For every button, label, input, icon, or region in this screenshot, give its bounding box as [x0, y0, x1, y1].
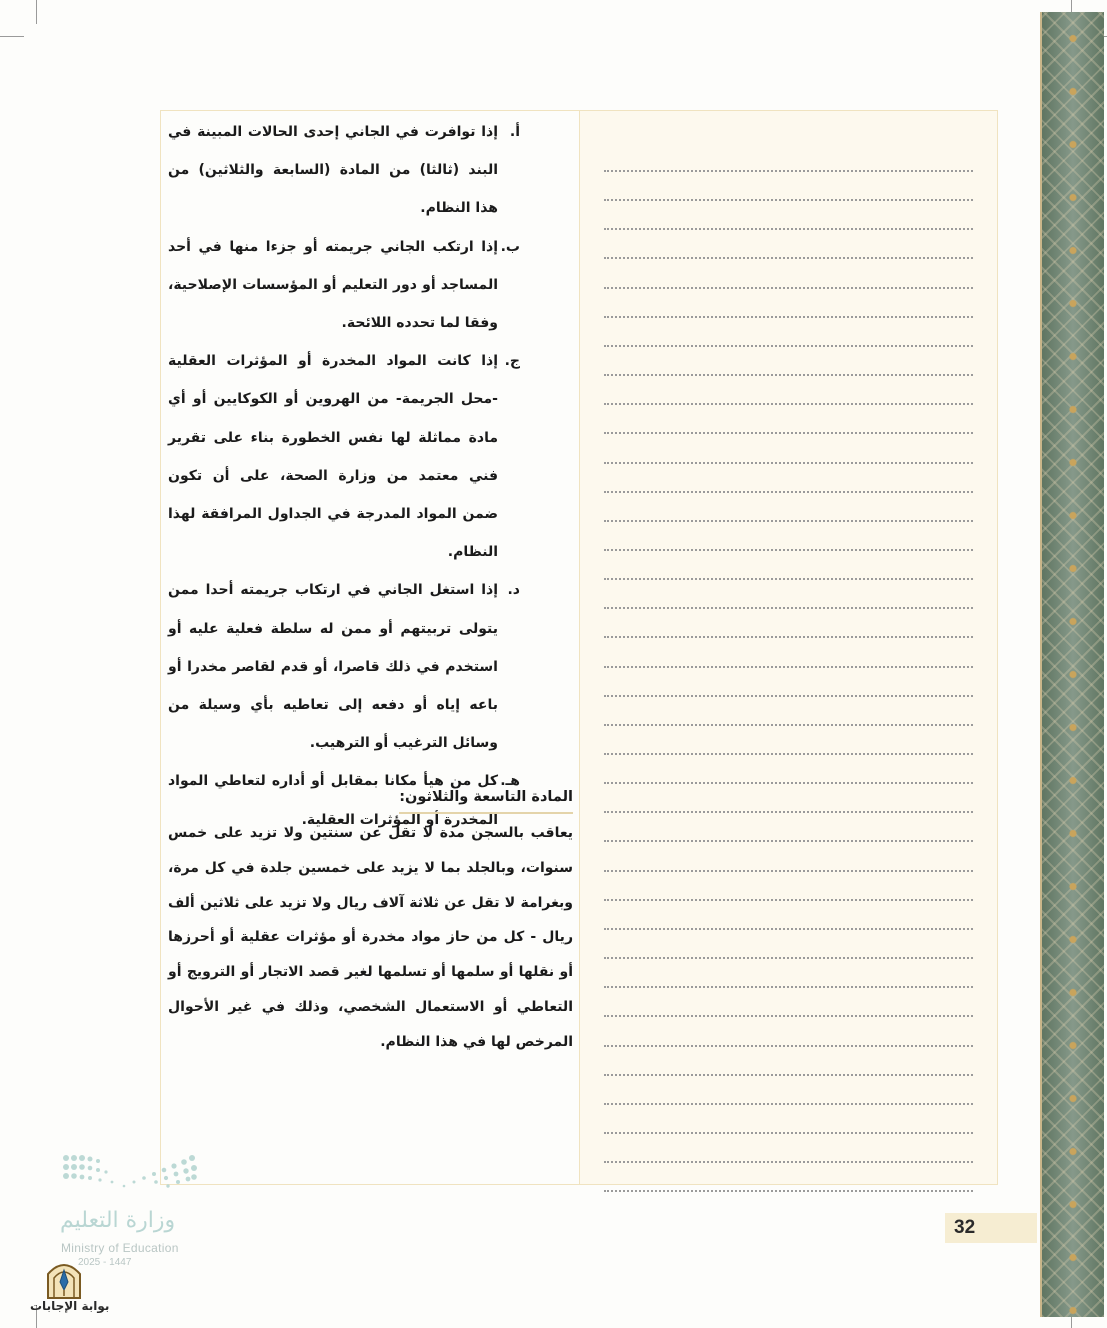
notes-line — [604, 257, 973, 259]
list-item — [168, 571, 520, 762]
notes-line — [604, 840, 973, 842]
notes-line — [604, 1190, 973, 1192]
notes-line — [604, 578, 973, 580]
notes-line — [604, 199, 973, 201]
ministry-year: 2025 - 1447 — [78, 1257, 132, 1268]
list-item — [168, 342, 520, 571]
notes-line — [604, 287, 973, 289]
notes-line — [604, 403, 973, 405]
item-text: إذا ارتكب الجاني جريمته أو جزءا منها في أحد المساجد أو دور التعليم أو المؤسسات الإصلاحية، وفقا لما تحدده اللائحة. — [168, 238, 498, 332]
notes-line — [604, 316, 973, 318]
notes-line — [604, 1103, 973, 1105]
list-item — [168, 113, 520, 228]
notes-line — [604, 520, 973, 522]
notes-box — [579, 111, 997, 1184]
notes-line — [604, 607, 973, 609]
item-label: ج. — [504, 353, 520, 370]
item-label: ب. — [500, 238, 520, 255]
item-text: إذا كانت المواد المخدرة أو المؤثرات العقلية -محل الجريمة- من الهروين أو الكوكايين أو أي مادة مماثلة لها نفس الخطورة بناء على تقرير فني معتمد من وزارة الصحة، على أن تكون ضمن المواد المدرجة في الجداول المرافقة لهذا النظام. — [168, 353, 498, 561]
notes-line — [604, 1074, 973, 1076]
ministry-logo-icon — [60, 1152, 200, 1202]
notes-line — [604, 870, 973, 872]
notes-line — [604, 491, 973, 493]
notes-line — [604, 636, 973, 638]
decorative-side-border — [1040, 12, 1104, 1317]
ministry-name-en: Ministry of Education — [61, 1241, 179, 1255]
notes-line — [604, 462, 973, 464]
item-text: إذا توافرت في الجاني إحدى الحالات المبينة في البند (ثالثا) من المادة (السابعة والثلاثين) من هذا النظام. — [168, 124, 498, 217]
notes-line — [604, 374, 973, 376]
item-label: أ. — [509, 124, 520, 140]
notes-line — [604, 432, 973, 434]
article-title: المادة التاسعة والثلاثون: — [399, 782, 573, 814]
notes-line — [604, 899, 973, 901]
notes-line — [604, 170, 973, 172]
notes-line — [604, 228, 973, 230]
crop-mark — [36, 0, 37, 24]
notes-line — [604, 928, 973, 930]
notes-line — [604, 695, 973, 697]
watermark-logo-icon — [42, 1256, 86, 1300]
items-list — [168, 113, 520, 839]
item-label: د. — [507, 582, 520, 599]
notes-line — [604, 1015, 973, 1017]
item-label: هـ. — [500, 773, 520, 790]
notes-line — [604, 666, 973, 668]
notes-line — [604, 753, 973, 755]
article-section — [168, 782, 573, 1060]
crop-mark — [0, 36, 24, 37]
notes-line — [604, 1161, 973, 1163]
watermark-text: بوابة الإجابات — [30, 1299, 110, 1313]
article-body: يعاقب بالسجن مدة لا تقل عن سنتين ولا تزيد على خمس سنوات، وبالجلد بما لا يزيد على خمسين جلدة في كل مرة، وبغرامة لا تقل عن ثلاثة آلاف ريال ولا تزيد على ثلاثين ألف ريال - كل من حاز مواد مخدرة أو مؤثرات عقلية أو أحرزها أو نقلها أو سلمها أو تسلمها لغير قصد الاتجار أو الترويج أو التعاطي أو الاستعمال الشخصي، وذلك في غير الأحوال المرخص لها في هذا النظام. — [168, 825, 573, 1050]
notes-line — [604, 549, 973, 551]
notes-line — [604, 724, 973, 726]
ministry-name-ar: وزارة التعليم — [60, 1208, 176, 1233]
notes-line — [604, 345, 973, 347]
notes-line — [604, 1132, 973, 1134]
notes-line — [604, 782, 973, 784]
page-number: 32 — [945, 1213, 1037, 1243]
list-item — [168, 228, 520, 343]
notes-line — [604, 986, 973, 988]
notes-line — [604, 811, 973, 813]
notes-line — [604, 957, 973, 959]
item-text: إذا استغل الجاني في ارتكاب جريمته أحدا ممن يتولى تربيتهم أو ممن له سلطة فعلية عليه أو استخدم في ذلك قاصرا، أو قدم لقاصر مخدرا أو باعه إياه أو دفعه إلى تعاطيه بأي وسيلة من وسائل الترغيب أو الترهيب. — [168, 582, 498, 752]
notes-line — [604, 1045, 973, 1047]
item-text: كل من هيأ مكانا بمقابل أو أداره لتعاطي المواد المخدرة أو المؤثرات العقلية. — [168, 773, 498, 828]
